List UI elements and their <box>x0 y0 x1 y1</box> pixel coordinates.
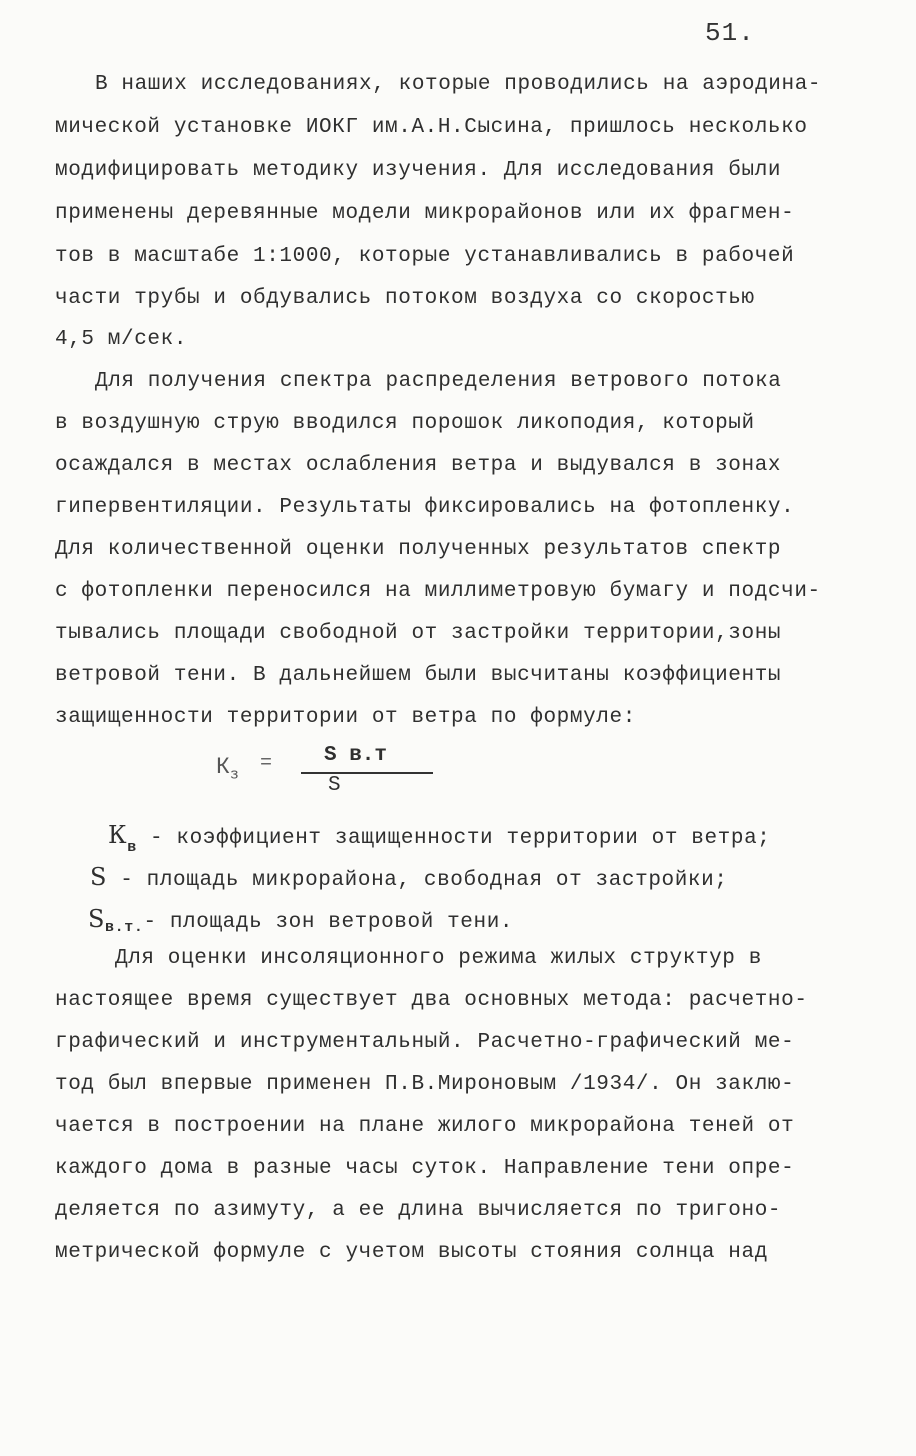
formula-numerator: S в.т <box>324 744 388 767</box>
wind-protection-formula <box>216 744 436 800</box>
text-line: метрической формуле с учетом высоты стояния солнца над <box>55 1241 768 1264</box>
text-line: чается в построении на плане жилого микрорайона теней от <box>55 1115 795 1138</box>
definition-line: S - площадь микрорайона, свободная от застройки; <box>90 863 728 892</box>
formula-denominator: S <box>328 774 341 797</box>
formula-equals: = <box>260 752 273 775</box>
fraction-bar <box>301 772 433 774</box>
definition-line: $К_в$ - коэффициент защищенности территории от ветра; <box>108 821 771 856</box>
text-line: Для количественной оценки полученных результатов спектр <box>55 538 782 561</box>
text-line: гипервентиляции. Результаты фиксировались на фотопленку. <box>55 496 795 519</box>
text-line: модифицировать методику изучения. Для исследования были <box>55 159 782 182</box>
text-line: ветровой тени. В дальнейшем были высчитаны коэффициенты <box>55 664 782 687</box>
text-line: настоящее время существует два основных метода: расчетно- <box>55 989 808 1012</box>
text-line: мической установке ИОКГ им.А.Н.Сысина, пришлось несколько <box>55 116 808 139</box>
text-line: в воздушную струю вводился порошок ликоподия, который <box>55 412 755 435</box>
text-line: осаждался в местах ослабления ветра и выдувался в зонах <box>55 454 782 477</box>
text-line: тод был впервые применен П.В.Мироновым /1934/. Он заклю- <box>55 1073 795 1096</box>
text-line: применены деревянные модели микрорайонов или их фрагмен- <box>55 202 795 225</box>
text-line: тывались площади свободной от застройки территории,зоны <box>55 622 782 645</box>
definition-line: Sв.т.- площадь зон ветровой тени. <box>88 905 514 936</box>
text-line: Для получения спектра распределения ветрового потока <box>95 370 782 393</box>
text-line: В наших исследованиях, которые проводились на аэродина- <box>95 73 822 96</box>
text-line: Для оценки инсоляционного режима жилых структур в <box>115 947 762 970</box>
text-line: деляется по азимуту, а ее длина вычисляется по тригоно- <box>55 1199 782 1222</box>
text-line: с фотопленки переносился на миллиметровую бумагу и подсчи- <box>55 580 821 603</box>
page-number: 51. <box>705 18 755 48</box>
text-line: графический и инструментальный. Расчетно-графический ме- <box>55 1031 795 1054</box>
text-line: защищенности территории от ветра по формуле: <box>55 706 636 729</box>
formula-lhs: $К_з$ <box>216 754 239 784</box>
text-line: части трубы и обдувались потоком воздуха со скоростью <box>55 287 755 310</box>
text-line: тов в масштабе 1:1000, которые устанавливались в рабочей <box>55 245 795 268</box>
text-line: каждого дома в разные часы суток. Направление тени опре- <box>55 1157 795 1180</box>
text-line: 4,5 м/сек. <box>55 328 188 351</box>
